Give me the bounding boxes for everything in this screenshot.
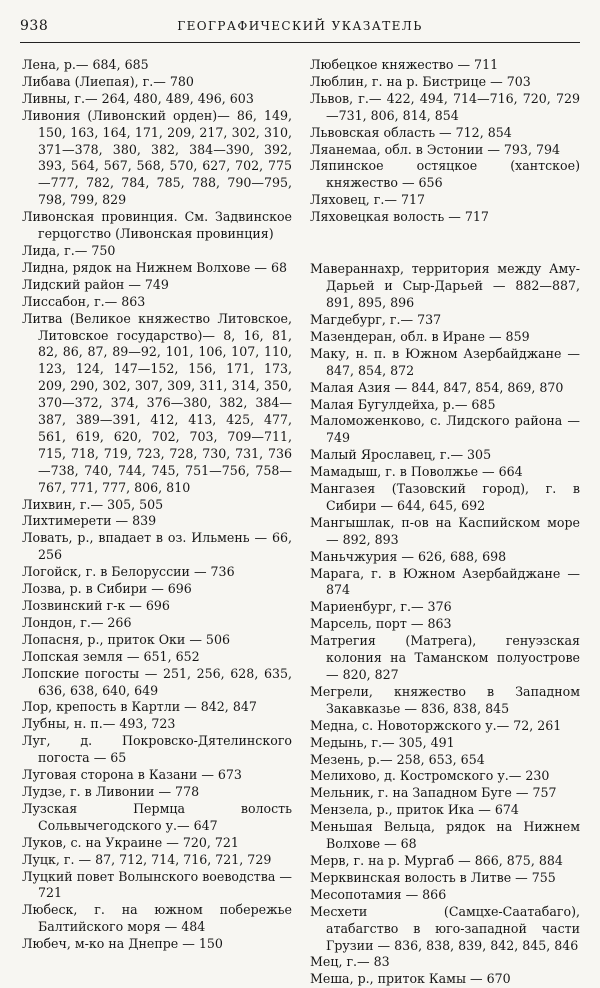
index-entry: Ляпинское остяцкое (хантское) княжество — 656 [310,158,580,191]
index-entry: Луцкий повет Волынского воеводства — 721 [22,868,292,901]
index-entry: Маломоженково, с. Лидского района — 749 [310,413,580,446]
index-entry: Лубны, н. п.— 493, 723 [22,716,176,732]
index-entry: Ляховецкая волость — 717 [310,209,489,225]
index-entry: Маку, н. п. в Южном Азербайджане — 847, 854, 872 [310,345,580,378]
index-entry: Луговая сторона в Казани — 673 [22,767,242,783]
index-entry: Луг, д. Покровско-Дятелинского погоста — 65 [22,733,292,766]
index-entry: Мегрели, княжество в Западном Закавказье — 836, 838, 845 [310,683,580,716]
index-entry: Ливонская провинция. См. Задвинское герцогство (Ливонская провинция) [22,209,292,242]
index-entry: Лидский район — 749 [22,276,169,292]
section-gap [310,239,580,249]
index-entry: Ливны, г.— 264, 480, 489, 496, 603 [22,90,254,106]
index-column-right [310,57,580,988]
index-entry: Луков, с. на Украине — 720, 721 [22,834,239,850]
index-entry: Львовская область — 712, 854 [310,124,512,140]
index-entry: Медынь, г.— 305, 491 [310,734,455,750]
index-entry: Маньчжурия — 626, 688, 698 [310,548,507,564]
index-entry: Медна, с. Новоторжского у.— 72, 261 [310,717,562,733]
index-entry: Лихвин, г.— 305, 505 [22,496,164,512]
index-entry: Магдебург, г.— 737 [310,311,442,327]
index-entry: Ловать, р., впадает в оз. Ильмень — 66, 256 [22,530,292,563]
index-entry: Люблин, г. на р. Бистрице — 703 [310,73,531,89]
index-entry: Лузская Пермца волость Сольвычегодского у.— 647 [22,800,292,833]
index-entry: Мельник, г. на Западном Буге — 757 [310,785,557,801]
page-title: ГЕОГРАФИЧЕСКИЙ УКАЗАТЕЛЬ [177,19,423,33]
index-entry: Ливония (Ливонский орден)— 86, 149, 150, 163, 164, 171, 209, 217, 302, 310, 371—378, 380, 382, 384—390, 392, 393, 564, 567, 568, 570, 627, 702, 775—777, 782, 784, 785, 788, 790—795, 798, 799, 829 [22,107,292,208]
index-entry: Месхети (Самцхе-Саатабаго), атабагство в юго-западной части Грузии — 836, 838, 839, 842, 845, 846 [310,903,580,953]
index-entry: Мерв, г. на р. Мургаб — 866, 875, 884 [310,852,563,868]
index-entry: Мазендеран, обл. в Иране — 859 [310,328,530,344]
index-entry: Мамадыш, г. в Поволжье — 664 [310,464,523,480]
index-entry: Малая Азия — 844, 847, 854, 869, 870 [310,379,564,395]
index-entry: Лопские погосты — 251, 256, 628, 635, 636, 638, 640, 649 [22,665,292,698]
index-entry: Ляанемаа, обл. в Эстонии — 793, 794 [310,141,560,157]
index-entry: Мезень, р.— 258, 653, 654 [310,751,485,767]
index-entry: Малый Ярославец, г.— 305 [310,447,492,463]
index-entry: Матрегия (Матрега), генуэзская колония на Таманском полуострове — 820, 827 [310,633,580,682]
index-entry: Мангышлак, п-ов на Каспийском море— 892, 893 [310,514,580,547]
index-entry: Лондон, г.— 266 [22,614,132,630]
index-column-left [22,57,292,953]
index-entry: Любеск, г. на южном побережье Балтийского моря — 484 [22,902,292,935]
index-entry: Мангазея (Тазовский город), г. в Сибири — 644, 645, 692 [310,481,580,513]
index-entry: Мерквинская волость в Литве — 755 [310,869,556,885]
page-header [20,18,580,40]
index-entry: Меньшая Вельца, рядок на Нижнем Волхове — 68 [310,819,580,852]
index-entry: Лор, крепость в Картли — 842, 847 [22,699,257,715]
index-entry: Меша, р., приток Камы — 670 [310,971,511,987]
index-entry: Литва (Великое княжество Литовское, Литовское государство)— 8, 16, 81, 82, 86, 87, 89—92, 101, 106, 107, 110, 123, 124, 147—152, 156, 171, 173, 209, 290, 302, 307, 309, 311, 314, 350, 370—372, 374, 376—380, 382, 384—387, 389—391, 412, 413, 425, 477, 561, 619, 620, 702, 703, 709—711, 715, 718, 719, 723, 728, 730, 731, 736—738, 740, 744, 745, 751—756, 758—767, 771, 777, 806, 810 [22,310,292,495]
index-entry: Логойск, г. в Белоруссии — 736 [22,564,235,580]
index-entry: Мец, г.— 83 [310,954,390,970]
index-entry: Любеч, м-ко на Днепре — 150 [22,936,223,952]
index-entry: Ляховец, г.— 717 [310,192,426,208]
index-entry: Либава (Лиепая), г.— 780 [22,73,194,89]
index-entry: Лихтимерети — 839 [22,513,157,529]
index-entry: Марсель, порт — 863 [310,616,452,632]
index-entry: Лозвинский г-к — 696 [22,598,170,613]
index-entry: Марага, г. в Южном Азербайджане — 874 [310,565,580,598]
index-entry: Мензела, р., приток Ика — 674 [310,802,519,818]
index-entry: Лозва, р. в Сибири — 696 [22,581,192,597]
header-rule [20,42,580,43]
index-entry: Любецкое княжество — 711 [310,57,499,72]
index-entry: Мелихово, д. Костромского у.— 230 [310,768,550,784]
index-entry: Лена, р.— 684, 685 [22,57,149,72]
index-entry: Лопасня, р., приток Оки — 506 [22,631,230,647]
index-entry: Мариенбург, г.— 376 [310,599,452,615]
index-entry: Лидна, рядок на Нижнем Волхове — 68 [22,259,287,275]
index-entry: Малая Бугулдейха, р.— 685 [310,396,496,412]
index-entry: Лиссабон, г.— 863 [22,293,146,309]
index-entry: Лудзе, г. в Ливонии — 778 [22,783,200,799]
page-number: 938 [20,18,49,34]
index-entry: Лопская земля — 651, 652 [22,648,200,664]
index-entry: Месопотамия — 866 [310,886,447,902]
index-entry: Лида, г.— 750 [22,242,116,258]
index-entry: Луцк, г. — 87, 712, 714, 716, 721, 729 [22,851,272,867]
index-entry: Мавераннахр, территория между Аму-Дарьей и Сыр-Дарьей — 882—887, 891, 895, 896 [310,261,580,311]
index-entry: Львов, г.— 422, 494, 714—716, 720, 729—731, 806, 814, 854 [310,90,580,123]
